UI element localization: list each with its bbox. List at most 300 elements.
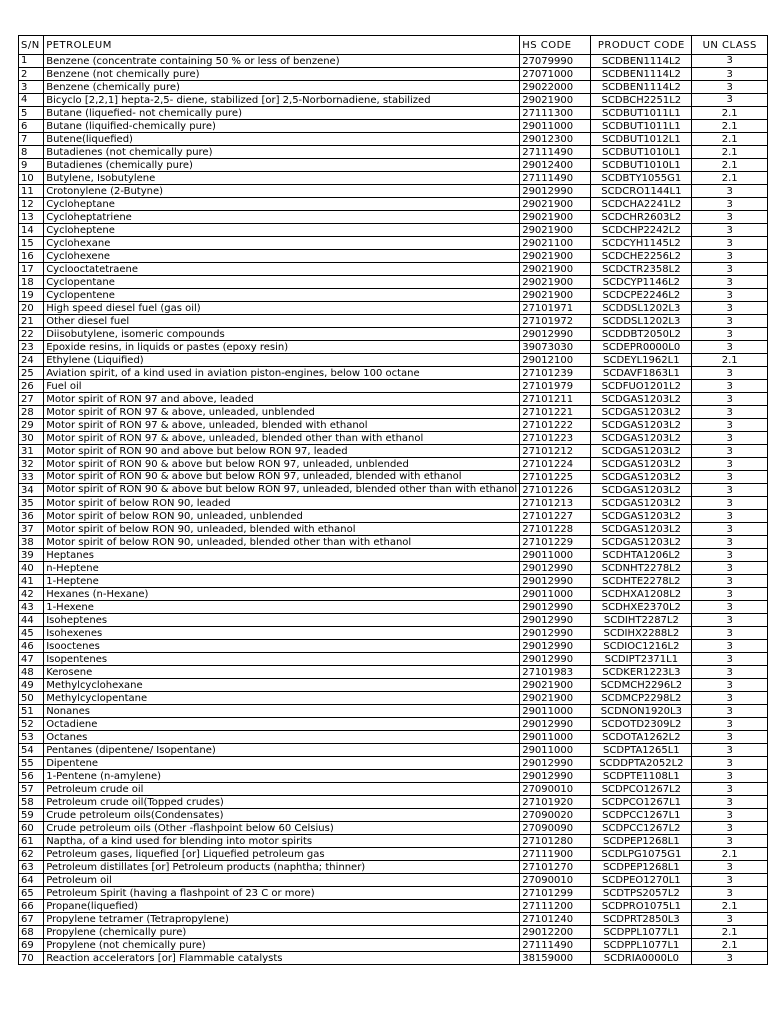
cell-sn: 26 — [19, 380, 44, 393]
table-row — [19, 822, 768, 835]
cell-sn: 43 — [19, 601, 44, 614]
cell-name: Cycloheptene — [44, 224, 520, 237]
table-body — [19, 55, 768, 965]
cell-sn: 45 — [19, 627, 44, 640]
cell-product-code: SCDCRO1144L1 — [591, 185, 692, 198]
cell-name: Epoxide resins, in liquids or pastes (epoxy resin) — [44, 341, 520, 354]
cell-sn: 55 — [19, 757, 44, 770]
cell-name: Cyclohexene — [44, 250, 520, 263]
cell-product-code: SCDCPE2246L2 — [591, 289, 692, 302]
cell-sn: 61 — [19, 835, 44, 848]
cell-un-class: 3 — [692, 562, 768, 575]
cell-name: Cyclopentane — [44, 276, 520, 289]
cell-product-code: SCDPEP1268L1 — [591, 861, 692, 874]
cell-product-code: SCDPRO1075L1 — [591, 900, 692, 913]
cell-un-class: 3 — [692, 601, 768, 614]
cell-product-code: SCDTPS2057L2 — [591, 887, 692, 900]
cell-hs-code: 29012300 — [520, 133, 591, 146]
cell-un-class: 3 — [692, 588, 768, 601]
cell-hs-code: 29012990 — [520, 640, 591, 653]
cell-sn: 58 — [19, 796, 44, 809]
table-row — [19, 185, 768, 198]
cell-sn: 35 — [19, 497, 44, 510]
cell-un-class: 2.1 — [692, 146, 768, 159]
cell-name: Cycloheptane — [44, 198, 520, 211]
table-row — [19, 354, 768, 367]
cell-un-class: 2.1 — [692, 900, 768, 913]
cell-sn: 66 — [19, 900, 44, 913]
cell-un-class: 3 — [692, 419, 768, 432]
cell-un-class: 3 — [692, 393, 768, 406]
table-row — [19, 523, 768, 536]
cell-sn: 12 — [19, 198, 44, 211]
cell-un-class: 3 — [692, 692, 768, 705]
petroleum-table — [18, 35, 768, 965]
cell-sn: 62 — [19, 848, 44, 861]
cell-un-class: 3 — [692, 536, 768, 549]
table-row — [19, 939, 768, 952]
table-row — [19, 68, 768, 81]
cell-sn: 6 — [19, 120, 44, 133]
cell-un-class: 3 — [692, 276, 768, 289]
cell-hs-code: 29012990 — [520, 614, 591, 627]
cell-hs-code: 27101971 — [520, 302, 591, 315]
table-row — [19, 809, 768, 822]
cell-un-class: 3 — [692, 835, 768, 848]
cell-name: Benzene (concentrate containing 50 % or less of benzene) — [44, 55, 520, 68]
cell-product-code: SCDIHX2288L2 — [591, 627, 692, 640]
cell-hs-code: 29021900 — [520, 250, 591, 263]
table-row — [19, 380, 768, 393]
cell-sn: 42 — [19, 588, 44, 601]
cell-hs-code: 27101270 — [520, 861, 591, 874]
cell-hs-code: 29012990 — [520, 627, 591, 640]
cell-product-code: SCDNHT2278L2 — [591, 562, 692, 575]
cell-un-class: 3 — [692, 484, 768, 497]
cell-product-code: SCDMCP2298L2 — [591, 692, 692, 705]
cell-sn: 46 — [19, 640, 44, 653]
cell-hs-code: 27071000 — [520, 68, 591, 81]
cell-product-code: SCDPTE1108L1 — [591, 770, 692, 783]
cell-sn: 29 — [19, 419, 44, 432]
cell-hs-code: 27101228 — [520, 523, 591, 536]
cell-sn: 25 — [19, 367, 44, 380]
cell-product-code: SCDKER1223L3 — [591, 666, 692, 679]
cell-name: Butene(liquefied) — [44, 133, 520, 146]
table-row — [19, 692, 768, 705]
cell-product-code: SCDMCH2296L2 — [591, 679, 692, 692]
table-row — [19, 406, 768, 419]
table-row — [19, 341, 768, 354]
table-row — [19, 588, 768, 601]
cell-product-code: SCDPEO1270L1 — [591, 874, 692, 887]
cell-hs-code: 29012100 — [520, 354, 591, 367]
cell-sn: 68 — [19, 926, 44, 939]
cell-name: 1-Heptene — [44, 575, 520, 588]
cell-un-class: 2.1 — [692, 172, 768, 185]
cell-product-code: SCDPCO1267L1 — [591, 796, 692, 809]
table-row — [19, 172, 768, 185]
cell-product-code: SCDNON1920L3 — [591, 705, 692, 718]
cell-product-code: SCDOTA1262L2 — [591, 731, 692, 744]
cell-product-code: SCDOTD2309L2 — [591, 718, 692, 731]
cell-name: Petroleum crude oil(Topped crudes) — [44, 796, 520, 809]
cell-un-class: 3 — [692, 679, 768, 692]
cell-hs-code: 27090010 — [520, 783, 591, 796]
cell-un-class: 3 — [692, 406, 768, 419]
cell-un-class: 3 — [692, 497, 768, 510]
cell-name: Heptanes — [44, 549, 520, 562]
cell-hs-code: 27101227 — [520, 510, 591, 523]
cell-un-class: 3 — [692, 289, 768, 302]
cell-name: Butane (liquefied- not chemically pure) — [44, 107, 520, 120]
cell-sn: 33 — [19, 471, 44, 484]
cell-hs-code: 27101229 — [520, 536, 591, 549]
cell-name: Butylene, Isobutylene — [44, 172, 520, 185]
cell-sn: 2 — [19, 68, 44, 81]
table-row — [19, 94, 768, 107]
cell-product-code: SCDCTR2358L2 — [591, 263, 692, 276]
cell-un-class: 3 — [692, 718, 768, 731]
table-row — [19, 653, 768, 666]
cell-name: Motor spirit of RON 90 & above but below RON 97, unleaded, blended with ethanol — [44, 471, 520, 484]
cell-un-class: 3 — [692, 861, 768, 874]
cell-hs-code: 29012990 — [520, 562, 591, 575]
table-row — [19, 705, 768, 718]
cell-hs-code: 27101920 — [520, 796, 591, 809]
cell-sn: 56 — [19, 770, 44, 783]
cell-hs-code: 29021900 — [520, 679, 591, 692]
cell-product-code: SCDAVF1863L1 — [591, 367, 692, 380]
cell-hs-code: 29021900 — [520, 289, 591, 302]
table-row — [19, 770, 768, 783]
table-row — [19, 536, 768, 549]
cell-sn: 48 — [19, 666, 44, 679]
cell-sn: 4 — [19, 94, 44, 107]
cell-name: Crotonylene (2-Butyne) — [44, 185, 520, 198]
cell-sn: 59 — [19, 809, 44, 822]
cell-name: Petroleum crude oil — [44, 783, 520, 796]
table-row — [19, 224, 768, 237]
cell-hs-code: 27101240 — [520, 913, 591, 926]
cell-name: Cycloheptatriene — [44, 211, 520, 224]
cell-name: Propylene tetramer (Tetrapropylene) — [44, 913, 520, 926]
cell-sn: 27 — [19, 393, 44, 406]
cell-hs-code: 27101299 — [520, 887, 591, 900]
cell-sn: 70 — [19, 952, 44, 965]
cell-hs-code: 27101226 — [520, 484, 591, 497]
cell-hs-code: 39073030 — [520, 341, 591, 354]
cell-un-class: 3 — [692, 432, 768, 445]
cell-un-class: 3 — [692, 185, 768, 198]
cell-hs-code: 27111490 — [520, 172, 591, 185]
table-row — [19, 198, 768, 211]
cell-un-class: 3 — [692, 94, 768, 107]
cell-name: Petroleum gases, liquefied [or] Liquefied petroleum gas — [44, 848, 520, 861]
table-row — [19, 952, 768, 965]
cell-name: Motor spirit of RON 97 & above, unleaded, blended other than with ethanol — [44, 432, 520, 445]
cell-name: Benzene (not chemically pure) — [44, 68, 520, 81]
cell-name: High speed diesel fuel (gas oil) — [44, 302, 520, 315]
cell-name: Pentanes (dipentene/ Isopentane) — [44, 744, 520, 757]
table-row — [19, 861, 768, 874]
cell-name: Isohexenes — [44, 627, 520, 640]
cell-un-class: 3 — [692, 666, 768, 679]
cell-product-code: SCDGAS1203L2 — [591, 510, 692, 523]
cell-hs-code: 29012990 — [520, 601, 591, 614]
table-row — [19, 679, 768, 692]
cell-name: Hexanes (n-Hexane) — [44, 588, 520, 601]
header-sn: S/N — [19, 36, 44, 55]
cell-sn: 30 — [19, 432, 44, 445]
cell-un-class: 2.1 — [692, 120, 768, 133]
cell-name: 1-Hexene — [44, 601, 520, 614]
cell-product-code: SCDGAS1203L2 — [591, 497, 692, 510]
cell-un-class: 2.1 — [692, 926, 768, 939]
cell-product-code: SCDEPR0000L0 — [591, 341, 692, 354]
table-row — [19, 302, 768, 315]
cell-product-code: SCDBEN1114L2 — [591, 68, 692, 81]
cell-hs-code: 27111900 — [520, 848, 591, 861]
cell-product-code: SCDPPL1077L1 — [591, 926, 692, 939]
cell-hs-code: 27111300 — [520, 107, 591, 120]
cell-hs-code: 29012990 — [520, 718, 591, 731]
cell-un-class: 3 — [692, 627, 768, 640]
cell-sn: 47 — [19, 653, 44, 666]
cell-name: Methylcyclohexane — [44, 679, 520, 692]
cell-un-class: 3 — [692, 783, 768, 796]
cell-un-class: 3 — [692, 367, 768, 380]
cell-sn: 41 — [19, 575, 44, 588]
cell-sn: 38 — [19, 536, 44, 549]
cell-un-class: 3 — [692, 640, 768, 653]
cell-hs-code: 29012990 — [520, 653, 591, 666]
cell-name: Butadienes (chemically pure) — [44, 159, 520, 172]
cell-name: Cyclopentene — [44, 289, 520, 302]
cell-name: Petroleum Spirit (having a flashpoint of 23 C or more) — [44, 887, 520, 900]
cell-hs-code: 29012990 — [520, 185, 591, 198]
cell-product-code: SCDDSL1202L3 — [591, 302, 692, 315]
table-row — [19, 315, 768, 328]
table-row — [19, 445, 768, 458]
cell-hs-code: 27101223 — [520, 432, 591, 445]
table-row — [19, 601, 768, 614]
cell-hs-code: 29021900 — [520, 94, 591, 107]
cell-name: Petroleum oil — [44, 874, 520, 887]
cell-hs-code: 29012990 — [520, 575, 591, 588]
cell-product-code: SCDPCO1267L2 — [591, 783, 692, 796]
cell-product-code: SCDFUO1201L2 — [591, 380, 692, 393]
cell-hs-code: 27101221 — [520, 406, 591, 419]
cell-un-class: 3 — [692, 575, 768, 588]
cell-hs-code: 29021900 — [520, 224, 591, 237]
cell-product-code: SCDPCC1267L1 — [591, 809, 692, 822]
cell-sn: 1 — [19, 55, 44, 68]
cell-name: Motor spirit of below RON 90, leaded — [44, 497, 520, 510]
cell-sn: 60 — [19, 822, 44, 835]
cell-sn: 31 — [19, 445, 44, 458]
cell-name: Propylene (chemically pure) — [44, 926, 520, 939]
cell-product-code: SCDBEN1114L2 — [591, 55, 692, 68]
cell-name: Dipentene — [44, 757, 520, 770]
cell-sn: 44 — [19, 614, 44, 627]
cell-sn: 37 — [19, 523, 44, 536]
cell-hs-code: 29012200 — [520, 926, 591, 939]
cell-un-class: 3 — [692, 315, 768, 328]
cell-name: Other diesel fuel — [44, 315, 520, 328]
cell-un-class: 3 — [692, 458, 768, 471]
cell-hs-code: 29021900 — [520, 692, 591, 705]
cell-name: Butadienes (not chemically pure) — [44, 146, 520, 159]
cell-product-code: SCDGAS1203L2 — [591, 419, 692, 432]
table-row — [19, 211, 768, 224]
table-row — [19, 848, 768, 861]
table-row — [19, 107, 768, 120]
cell-un-class: 3 — [692, 250, 768, 263]
cell-product-code: SCDIHT2287L2 — [591, 614, 692, 627]
cell-hs-code: 29011000 — [520, 705, 591, 718]
cell-sn: 63 — [19, 861, 44, 874]
cell-name: Octanes — [44, 731, 520, 744]
table-row — [19, 146, 768, 159]
cell-un-class: 3 — [692, 328, 768, 341]
cell-product-code: SCDBUT1012L1 — [591, 133, 692, 146]
cell-un-class: 3 — [692, 68, 768, 81]
cell-hs-code: 27101225 — [520, 471, 591, 484]
cell-sn: 8 — [19, 146, 44, 159]
cell-sn: 49 — [19, 679, 44, 692]
cell-product-code: SCDGAS1203L2 — [591, 536, 692, 549]
table-row — [19, 81, 768, 94]
cell-sn: 64 — [19, 874, 44, 887]
cell-name: Motor spirit of RON 97 & above, unleaded, blended with ethanol — [44, 419, 520, 432]
cell-name: Motor spirit of RON 97 and above, leaded — [44, 393, 520, 406]
cell-product-code: SCDCYP1146L2 — [591, 276, 692, 289]
table-row — [19, 419, 768, 432]
cell-un-class: 3 — [692, 341, 768, 354]
cell-product-code: SCDHXE2370L2 — [591, 601, 692, 614]
cell-un-class: 3 — [692, 211, 768, 224]
cell-un-class: 3 — [692, 952, 768, 965]
cell-hs-code: 27101224 — [520, 458, 591, 471]
cell-hs-code: 29012400 — [520, 159, 591, 172]
cell-hs-code: 27101972 — [520, 315, 591, 328]
table-row — [19, 887, 768, 900]
table-row — [19, 666, 768, 679]
table-row — [19, 640, 768, 653]
cell-product-code: SCDBCH2251L2 — [591, 94, 692, 107]
cell-sn: 23 — [19, 341, 44, 354]
table-row — [19, 874, 768, 887]
cell-un-class: 3 — [692, 302, 768, 315]
cell-un-class: 3 — [692, 510, 768, 523]
table-row — [19, 913, 768, 926]
cell-hs-code: 27090020 — [520, 809, 591, 822]
cell-sn: 9 — [19, 159, 44, 172]
cell-sn: 28 — [19, 406, 44, 419]
cell-un-class: 2.1 — [692, 107, 768, 120]
cell-name: Isooctenes — [44, 640, 520, 653]
cell-sn: 22 — [19, 328, 44, 341]
cell-hs-code: 29012990 — [520, 757, 591, 770]
cell-hs-code: 27101280 — [520, 835, 591, 848]
cell-hs-code: 27101213 — [520, 497, 591, 510]
cell-name: Motor spirit of RON 97 & above, unleaded, unblended — [44, 406, 520, 419]
cell-product-code: SCDGAS1203L2 — [591, 432, 692, 445]
cell-name: Aviation spirit, of a kind used in aviation piston-engines, below 100 octane — [44, 367, 520, 380]
table-row — [19, 614, 768, 627]
cell-un-class: 3 — [692, 81, 768, 94]
cell-hs-code: 38159000 — [520, 952, 591, 965]
table-row — [19, 237, 768, 250]
cell-sn: 21 — [19, 315, 44, 328]
cell-hs-code: 27079990 — [520, 55, 591, 68]
cell-un-class: 2.1 — [692, 133, 768, 146]
cell-name: Octadiene — [44, 718, 520, 731]
cell-un-class: 3 — [692, 380, 768, 393]
cell-hs-code: 29021900 — [520, 198, 591, 211]
cell-sn: 5 — [19, 107, 44, 120]
cell-name: Bicyclo [2,2,1] hepta-2,5- diene, stabilized [or] 2,5-Norbornadiene, stabilized — [44, 94, 520, 107]
cell-un-class: 3 — [692, 549, 768, 562]
cell-hs-code: 29011000 — [520, 588, 591, 601]
cell-product-code: SCDGAS1203L2 — [591, 393, 692, 406]
cell-name: Reaction accelerators [or] Flammable catalysts — [44, 952, 520, 965]
cell-product-code: SCDLPG1075G1 — [591, 848, 692, 861]
cell-name: Diisobutylene, isomeric compounds — [44, 328, 520, 341]
cell-un-class: 3 — [692, 445, 768, 458]
cell-name: Motor spirit of RON 90 and above but below RON 97, leaded — [44, 445, 520, 458]
cell-name: Nonanes — [44, 705, 520, 718]
table-row — [19, 471, 768, 484]
cell-product-code: SCDCHE2256L2 — [591, 250, 692, 263]
cell-product-code: SCDGAS1203L2 — [591, 458, 692, 471]
table-row — [19, 159, 768, 172]
cell-name: Methylcyclopentane — [44, 692, 520, 705]
cell-un-class: 2.1 — [692, 939, 768, 952]
cell-name: Motor spirit of RON 90 & above but below RON 97, unleaded, blended other than with ethanol — [44, 484, 520, 497]
table-row — [19, 731, 768, 744]
cell-hs-code: 29021100 — [520, 237, 591, 250]
cell-hs-code: 29011000 — [520, 731, 591, 744]
cell-un-class: 3 — [692, 770, 768, 783]
cell-hs-code: 29022000 — [520, 81, 591, 94]
cell-product-code: SCDPEP1268L1 — [591, 835, 692, 848]
table-row — [19, 796, 768, 809]
cell-un-class: 3 — [692, 224, 768, 237]
cell-un-class: 3 — [692, 523, 768, 536]
cell-sn: 15 — [19, 237, 44, 250]
cell-un-class: 3 — [692, 757, 768, 770]
cell-un-class: 3 — [692, 744, 768, 757]
table-row — [19, 575, 768, 588]
cell-name: n-Heptene — [44, 562, 520, 575]
cell-hs-code: 27111490 — [520, 939, 591, 952]
table-row — [19, 289, 768, 302]
cell-sn: 34 — [19, 484, 44, 497]
cell-hs-code: 27111200 — [520, 900, 591, 913]
header-hs-code: HS CODE — [520, 36, 591, 55]
cell-hs-code: 27111490 — [520, 146, 591, 159]
cell-sn: 20 — [19, 302, 44, 315]
cell-product-code: SCDCHP2242L2 — [591, 224, 692, 237]
cell-hs-code: 29021900 — [520, 276, 591, 289]
table-row — [19, 328, 768, 341]
cell-name: Fuel oil — [44, 380, 520, 393]
table-row — [19, 133, 768, 146]
cell-name: 1-Pentene (n-amylene) — [44, 770, 520, 783]
cell-hs-code: 27101983 — [520, 666, 591, 679]
